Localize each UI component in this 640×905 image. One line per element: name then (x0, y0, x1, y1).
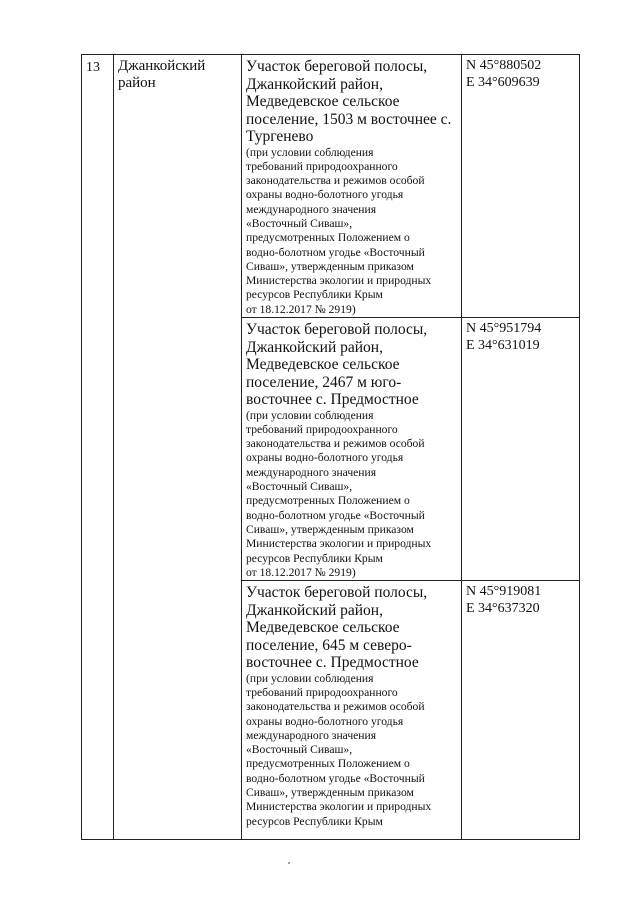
place-description: Участок береговой полосы, Джанкойский район, Медведевское сельское поселение, 1503 м восточнее с. Тургенево (246, 58, 452, 145)
latitude: N 45°951794 (466, 321, 542, 337)
table-row (82, 55, 580, 318)
coordinates-cell (462, 581, 580, 840)
scan-speck (288, 862, 290, 864)
place-cell (242, 581, 462, 840)
place-cell (242, 55, 462, 318)
latitude: N 45°919081 (466, 584, 542, 600)
longitude: E 34°637320 (466, 600, 540, 616)
place-note: (при условии соблюдения требований природоохранного законодательства и режимов особой охраны водно-болотного угодья международного значения «Восточный Сиваш», предусмотренных Положением о водно-болотном угодье «Восточный Сиваш», утвержденным приказом Министерства экологии и природных ресурсов Республики Крым от 18.12.2017 № 2919) (246, 145, 432, 316)
place-note: (при условии соблюдения требований природоохранного законодательства и режимов особой охраны водно-болотного угодья международного значения «Восточный Сиваш», предусмотренных Положением о водно-болотном угодье «Восточный Сиваш», утвержденным приказом Министерства экологии и природных ресурсов Республики Крым (246, 671, 432, 828)
district-name: Джанкойский район (118, 58, 206, 91)
place-description: Участок береговой полосы, Джанкойский район, Медведевское сельское поселение, 2467 м юго-восточнее с. Предмостное (246, 321, 428, 409)
longitude: E 34°631019 (466, 337, 540, 353)
place-description: Участок береговой полосы, Джанкойский район, Медведевское сельское поселение, 645 м северо-восточнее с. Предмостное (246, 584, 428, 672)
coordinates-cell (462, 318, 580, 581)
longitude: E 34°609639 (466, 74, 540, 90)
latitude: N 45°880502 (466, 58, 542, 73)
coordinates-cell (462, 55, 580, 318)
district-cell (114, 55, 242, 840)
locations-table (81, 54, 580, 840)
row-number-cell (82, 55, 114, 840)
place-note: (при условии соблюдения требований природоохранного законодательства и режимов особой охраны водно-болотного угодья международного значения «Восточный Сиваш», предусмотренных Положением о водно-болотном угодье «Восточный Сиваш», утвержденным приказом Министерства экологии и природных ресурсов Республики Крым от 18.12.2017 № 2919) (246, 408, 432, 579)
row-number: 13 (86, 60, 100, 75)
place-cell (242, 318, 462, 581)
